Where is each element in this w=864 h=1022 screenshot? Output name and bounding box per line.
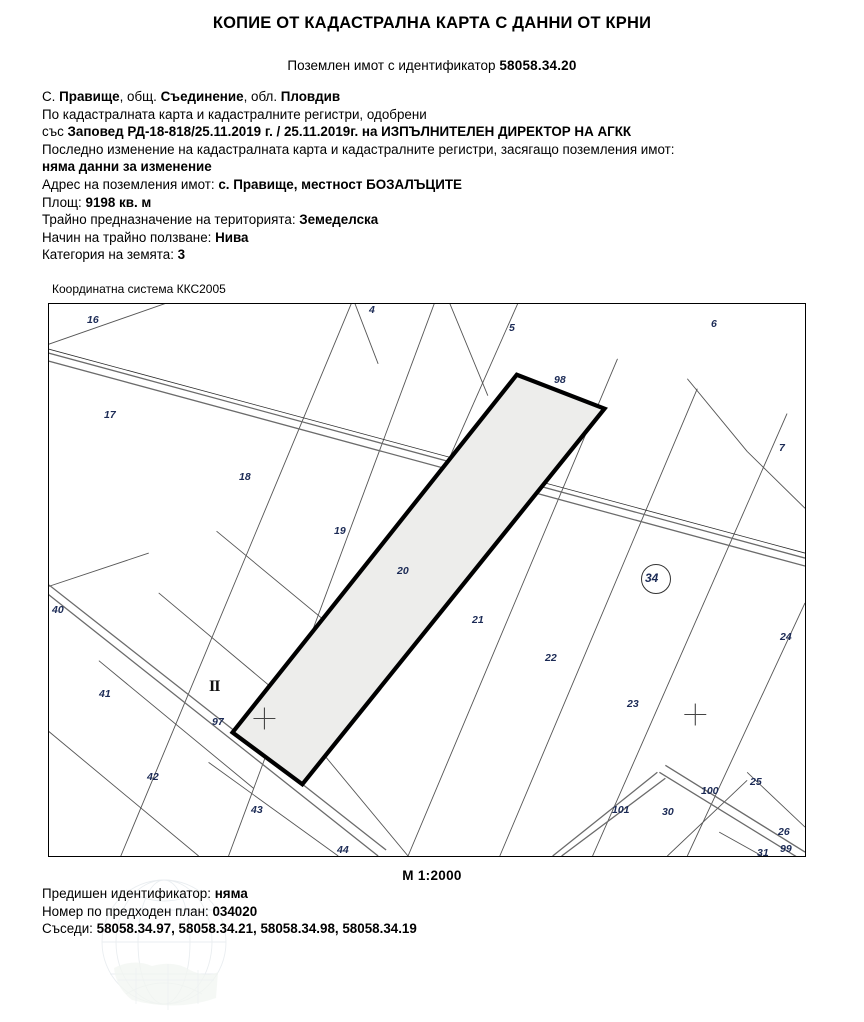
purpose-value: Земеделска bbox=[299, 212, 379, 228]
parcel-number-4: 4 bbox=[369, 304, 375, 316]
watermark-landmass bbox=[114, 962, 218, 1005]
cadastral-map-drawing bbox=[49, 304, 805, 856]
subject-parcel-polygon[interactable] bbox=[233, 375, 605, 785]
parcel-number-25: 25 bbox=[750, 776, 762, 788]
usage-row bbox=[42, 229, 832, 247]
category-row bbox=[42, 246, 832, 264]
parcel-number-42: 42 bbox=[147, 771, 159, 783]
parcel-number-26: 26 bbox=[778, 826, 790, 838]
last-change-label: Последно изменение на кадастралната карта и кадастралните регистри, засягащо поземления имот: bbox=[42, 141, 675, 157]
usage-value: Нива bbox=[215, 229, 249, 245]
parcel-number-98: 98 bbox=[554, 374, 566, 386]
purpose-row bbox=[42, 211, 832, 229]
address-label: Адрес на поземления имот: bbox=[42, 176, 215, 192]
parcel-number-101: 101 bbox=[612, 804, 630, 816]
parcel-number-43: 43 bbox=[251, 804, 263, 816]
approved-row: По кадастралната карта и кадастралните регистри, одобрени bbox=[42, 106, 427, 122]
order-row bbox=[42, 123, 832, 141]
area-label: Площ: bbox=[42, 194, 82, 210]
neighbours-row bbox=[42, 920, 832, 938]
parcel-number-21: 21 bbox=[472, 614, 484, 626]
region-name: Пловдив bbox=[280, 89, 341, 104]
parcel-34-circle bbox=[641, 564, 671, 594]
cadastral-map[interactable] bbox=[48, 303, 806, 857]
parcel-number-99: 99 bbox=[780, 843, 792, 855]
last-change-value-text: няма данни за изменение bbox=[42, 159, 212, 175]
parcel-number-31: 31 bbox=[757, 847, 769, 857]
parcel-number-44: 44 bbox=[337, 844, 349, 856]
page-title: КОПИЕ ОТ КАДАСТРАЛНА КАРТА С ДАННИ ОТ КРНИ bbox=[212, 14, 652, 32]
parcel-number-19: 19 bbox=[334, 525, 346, 537]
identifier-value: 58058.34.20 bbox=[499, 58, 577, 73]
order-text: Заповед РД-18-818/25.11.2019 г. / 25.11.2019г. на ИЗПЪЛНИТЕЛЕН ДИРЕКТОР НА АГКК bbox=[67, 124, 632, 140]
address-value: с. Правище, местност БОЗАЛЪЦИТЕ bbox=[218, 176, 462, 192]
parcel-number-97: 97 bbox=[212, 716, 224, 728]
address-row bbox=[42, 176, 832, 194]
parcel-number-40: 40 bbox=[52, 604, 64, 616]
previous-id-row bbox=[42, 885, 832, 903]
location-prefix: С. bbox=[42, 89, 56, 104]
municipality-label: , общ. bbox=[119, 89, 157, 104]
parcel-number-17: 17 bbox=[104, 409, 116, 421]
parcel-number-24: 24 bbox=[780, 631, 792, 643]
area-value: 9198 кв. м bbox=[85, 194, 152, 210]
map-scale: M 1:2000 bbox=[402, 868, 462, 883]
category-label: Категория на земята: bbox=[42, 247, 174, 263]
footer-info-block bbox=[42, 885, 832, 938]
last-change-value bbox=[42, 158, 832, 176]
identifier-line bbox=[0, 58, 864, 73]
usage-label: Начин на трайно ползване: bbox=[42, 229, 212, 245]
parcel-number-100: 100 bbox=[701, 785, 719, 797]
parcel-number-20: 20 bbox=[397, 565, 409, 577]
municipality-name: Съединение bbox=[160, 89, 244, 104]
parcel-number-23: 23 bbox=[627, 698, 639, 710]
parcel-number-7: 7 bbox=[779, 442, 785, 454]
crosshair-marker-right bbox=[684, 704, 706, 726]
village-name: Правище bbox=[59, 89, 120, 104]
parcel-number-5: 5 bbox=[509, 322, 515, 334]
parcel-number-16: 16 bbox=[87, 314, 99, 326]
previous-id-value: няма bbox=[214, 886, 248, 901]
order-prefix: със bbox=[42, 124, 64, 140]
category-value: 3 bbox=[177, 247, 186, 263]
parcel-number-22: 22 bbox=[545, 652, 557, 664]
location-row bbox=[42, 88, 832, 106]
coordinate-system-label: Координатна система ККС2005 bbox=[52, 282, 226, 296]
parcel-number-6: 6 bbox=[711, 318, 717, 330]
previous-plan-row bbox=[42, 903, 832, 921]
previous-plan-value: 034020 bbox=[212, 903, 258, 919]
parcel-number-18: 18 bbox=[239, 471, 251, 483]
road-class-symbol: II bbox=[209, 678, 220, 695]
property-info-block bbox=[42, 88, 832, 264]
previous-plan-label: Номер по предходен план: bbox=[42, 903, 209, 919]
neighbours-label: Съседи: bbox=[42, 921, 93, 937]
neighbours-value: 58058.34.97, 58058.34.21, 58058.34.98, 58058.34.19 bbox=[96, 921, 417, 937]
area-row bbox=[42, 194, 832, 212]
purpose-label: Трайно предназначение на територията: bbox=[42, 212, 296, 228]
identifier-label: Поземлен имот с идентификатор bbox=[287, 58, 496, 73]
parcel-number-30: 30 bbox=[662, 806, 674, 818]
previous-id-label: Предишен идентификатор: bbox=[42, 886, 211, 901]
parcel-number-41: 41 bbox=[99, 688, 111, 700]
parcel-number-34: 34 bbox=[645, 571, 659, 585]
region-label: , обл. bbox=[243, 89, 278, 104]
